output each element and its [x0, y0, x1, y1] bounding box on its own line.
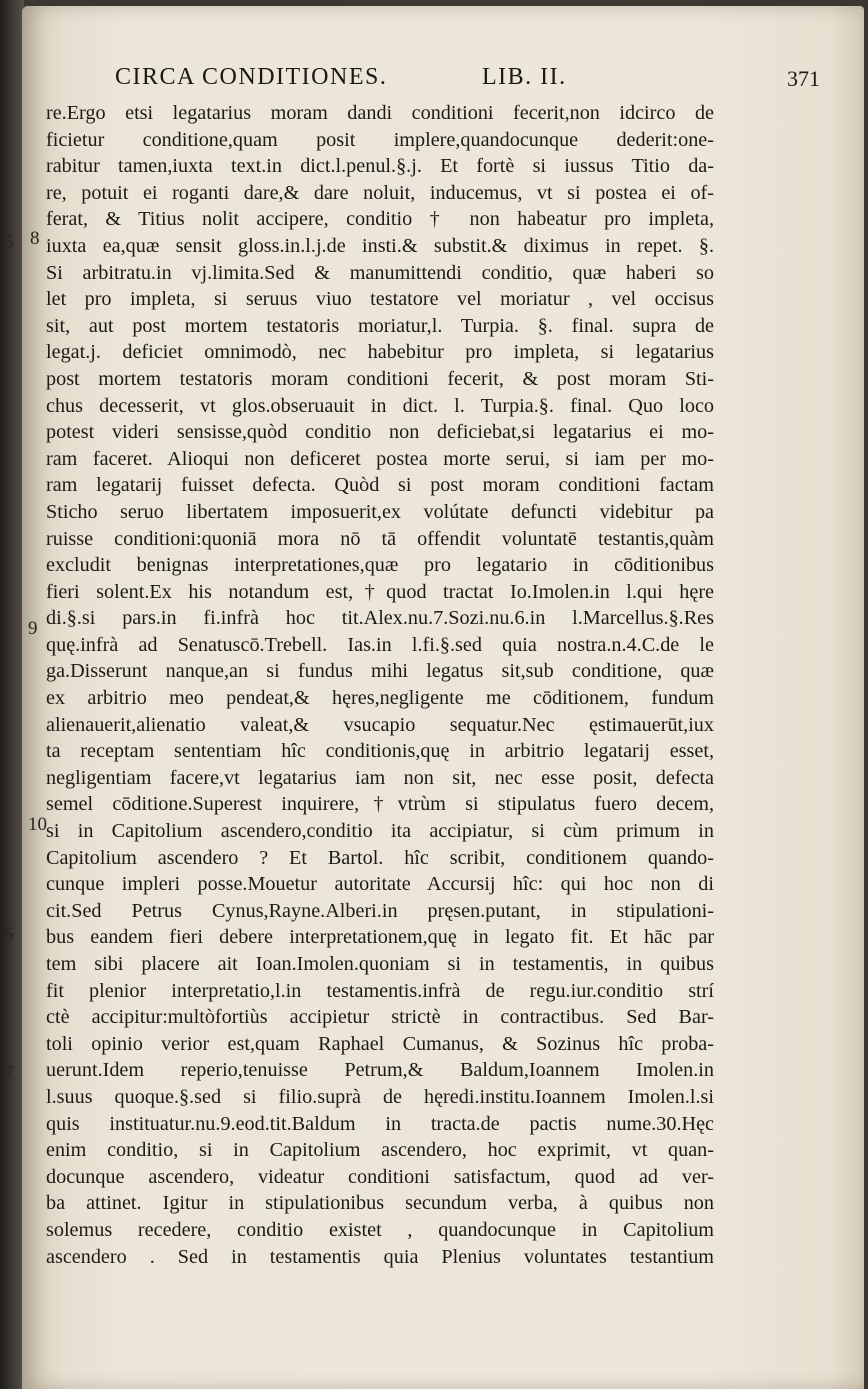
book-label: LIB. II. — [482, 64, 567, 90]
text-line: enim conditio, si in Capitolium ascendero, hoc exprimit, vt quan- — [46, 1139, 714, 1162]
text-line: fit plenior interpretatio,l.in testamentis.infrà de regu.iur.conditio strí — [46, 979, 714, 1002]
margin-number-5: 5 — [4, 232, 14, 253]
text-line: di.§.si pars.in fi.infrà hoc tit.Alex.nu.7.Sozi.nu.6.in l.Marcellus.§.Res — [46, 607, 714, 630]
text-line: ta receptam sententiam hîc conditionis,quę in arbitrio legatarij esset, — [46, 740, 714, 763]
text-line: fieri solent.Ex his notandum est,†quod tractat Io.Imolen.in l.qui hęre — [46, 580, 714, 603]
text-line: cit.Sed Petrus Cynus,Rayne.Alberi.in pręsen.putant, in stipulationi- — [46, 899, 714, 922]
text-line: negligentiam facere,vt legatarius iam non sit, nec esse posit, defecta — [46, 766, 714, 789]
text-line: uerunt.Idem reperio,tenuisse Petrum,& Baldum,Ioannem Imolen.in — [46, 1059, 714, 1082]
text-line: legat.j. deficiet omnimodò, nec habebitur pro impleta, si legatarius — [46, 341, 714, 364]
margin-numbers — [0, 0, 46, 1389]
text-line: quę.infrà ad Senatuscō.Trebell. Ias.in l.fi.§.sed quia nostra.n.4.C.de le — [46, 633, 714, 656]
text-line: docunque ascendero, videatur conditioni satisfactum, quod ad ver- — [46, 1165, 714, 1188]
margin-number-9: 9 — [28, 618, 38, 639]
text-line: semel cōditione.Superest inquirere,†vtrùm si stipulatus fuero decem, — [46, 793, 714, 816]
text-line: ctè accipitur:multòfortiùs accipietur strictè in contractibus. Sed Bar- — [46, 1006, 714, 1029]
text-line: alienauerit,alienatio valeat,& vsucapio sequatur.Nec ęstimauerūt,iux — [46, 713, 714, 736]
text-line: post mortem testatoris moram conditioni fecerit, & post moram Sti- — [46, 367, 714, 390]
text-line: toli opinio verior est,quam Raphael Cumanus, & Sozinus hîc proba- — [46, 1032, 714, 1055]
text-line: ba attinet. Igitur in stipulationibus secundum verba, à quibus non — [46, 1192, 714, 1215]
text-line: Capitolium ascendero ? Et Bartol. hîc scribit, conditionem quando- — [46, 846, 714, 869]
page-header — [0, 58, 868, 98]
text-line: re.Ergo etsi legatarius moram dandi conditioni fecerit,non idcirco de — [46, 102, 714, 124]
body-text — [46, 100, 714, 1270]
text-line: ram faceret. Alioqui non deficeret postea morte serui, si iam per mo- — [46, 447, 714, 470]
text-line: bus eandem fieri debere interpretationem,quę in legato fit. Et hāc par — [46, 926, 714, 949]
margin-number-7: 7 — [4, 1063, 14, 1084]
text-line: ascendero . Sed in testamentis quia Plenius voluntates testantium — [46, 1245, 714, 1268]
text-line: let pro impleta, si seruus viuo testatore vel moriatur , vel occisus — [46, 288, 714, 311]
text-line: tem sibi placere ait Ioan.Imolen.quoniam si in testamentis, in quibus — [46, 953, 714, 975]
text-line: Sticho seruo libertatem imposuerit,ex volútate defuncti videbitur pa — [46, 500, 714, 523]
text-line: re, potuit ei roganti dare,& dare noluit, inducemus, vt si postea ei of- — [46, 181, 714, 204]
text-line: ferat, & Titius nolit accipere, conditio † non habeatur pro impleta, — [46, 208, 714, 231]
text-line: sit, aut post mortem testatoris moriatur,l. Turpia. §. final. supra de — [46, 314, 714, 337]
text-line: excludit benignas interpretationes,quæ pro legatario in cōditionibus — [46, 554, 714, 577]
running-title: CIRCA CONDITIONES. — [115, 64, 388, 90]
text-line: potest videri sensisse,quòd conditio non deficiebat,si legatarius ei mo- — [46, 421, 714, 444]
text-line: ex arbitrio meo pendeat,& hęres,negligente me cōditionem, fundum — [46, 687, 714, 710]
text-line: quis instituatur.nu.9.eod.tit.Baldum in tracta.de pactis nume.30.Hęc — [46, 1112, 714, 1135]
text-line: chus decesserit, vt glos.obseruauit in dict. l. Turpia.§. final. Quo loco — [46, 394, 714, 417]
text-line: l.suus quoque.§.sed si filio.suprà de hęredi.institu.Ioannem Imolen.l.si — [46, 1085, 714, 1108]
text-line: Si arbitratu.in vj.limita.Sed & manumittendi conditio, quæ haberi so — [46, 261, 714, 284]
text-line: iuxta ea,quæ sensit gloss.in.l.j.de insti.& substit.& diximus in repet. §. — [46, 234, 714, 257]
text-line: si in Capitolium ascendero,conditio ita accipiatur, si cùm primum in — [46, 820, 714, 843]
text-line: ficietur conditione,quam posit implere,quandocunque dederit:one- — [46, 128, 714, 151]
margin-number-8: 8 — [30, 228, 40, 249]
margin-number-6: 6 — [4, 924, 14, 945]
margin-number-10: 10 — [28, 814, 47, 835]
text-line: solemus recedere, conditio existet , quandocunque in Capitolium — [46, 1218, 714, 1241]
text-line: ram legatarij fuisset defecta. Quòd si post moram conditioni factam — [46, 474, 714, 497]
text-line: cunque impleri posse.Mouetur autoritate Accursij hîc: qui hoc non di — [46, 873, 714, 896]
page-number: 371 — [787, 66, 820, 91]
text-line: rabitur tamen,iuxta text.in dict.l.penul.§.j. Et fortè si iussus Titio da- — [46, 155, 714, 178]
text-line: ruisse conditioni:quoniā mora nō tā offendit voluntatē testantis,quàm — [46, 527, 714, 550]
text-line: ga.Disserunt nanque,an si fundus mihi legatus sit,sub conditione, quæ — [46, 660, 714, 683]
